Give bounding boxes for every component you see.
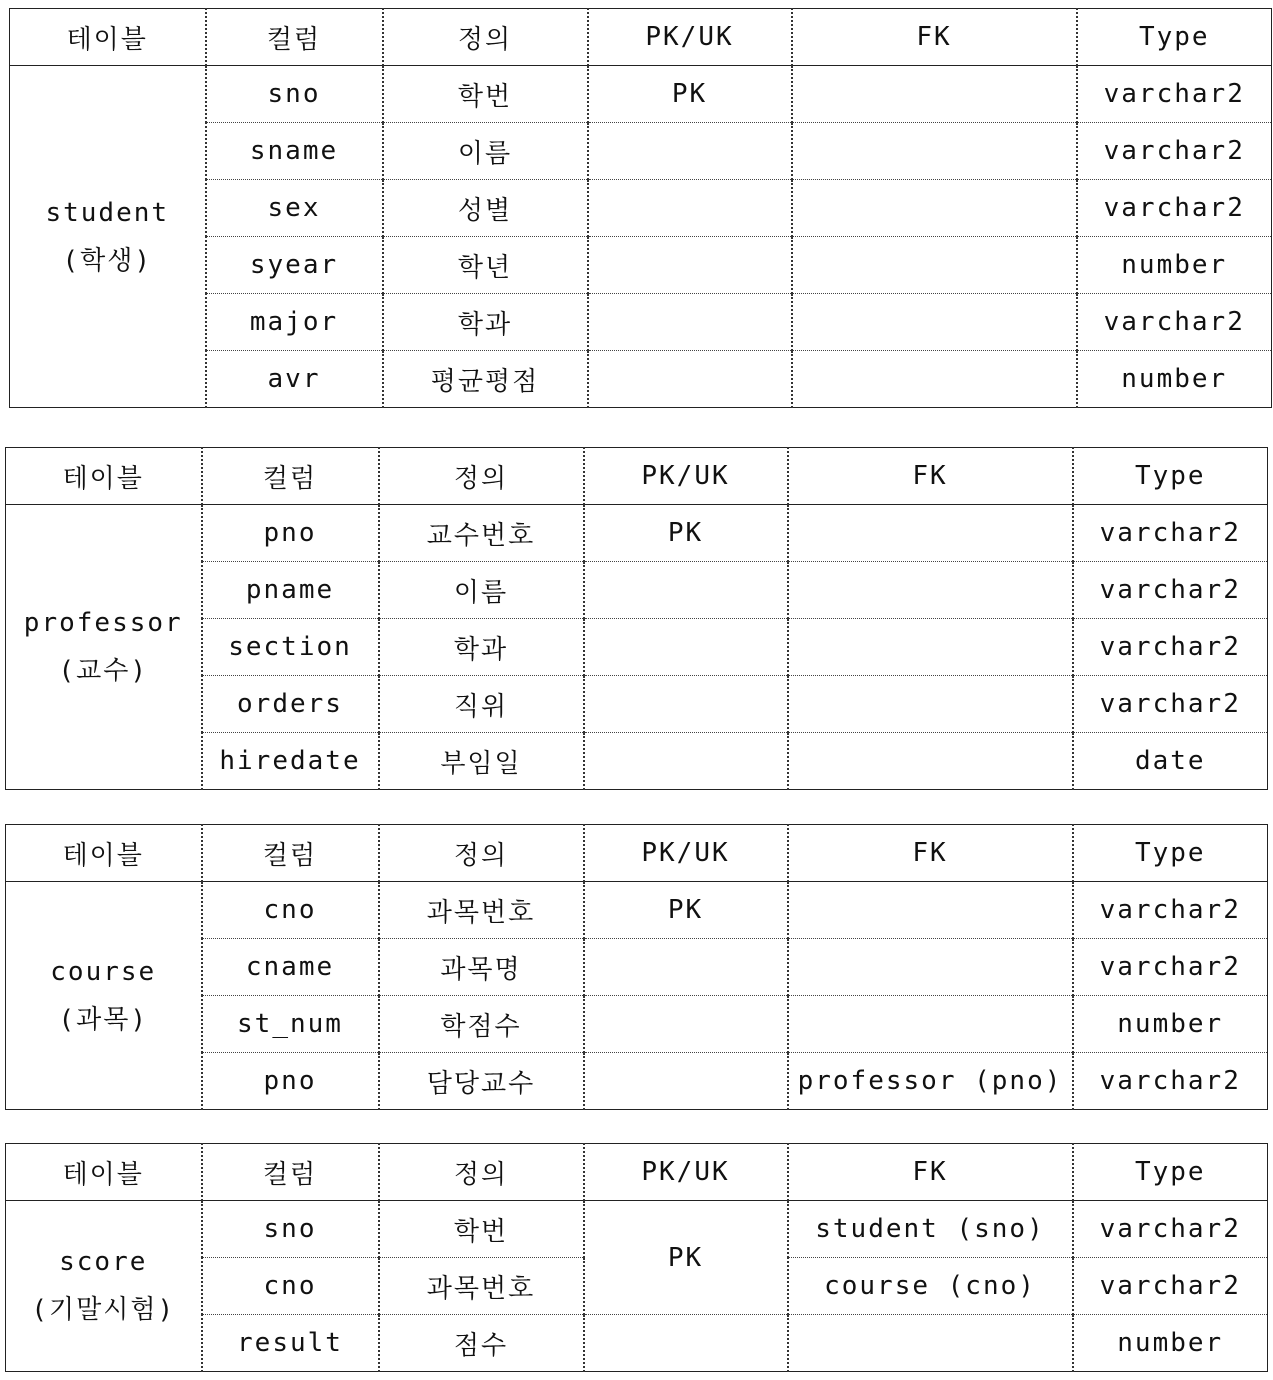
type-cell: varchar2 <box>1073 562 1268 619</box>
header-pk-uk: PK/UK <box>584 448 788 505</box>
table-row <box>6 882 1268 939</box>
column-name: major <box>206 294 383 351</box>
fk-cell <box>792 66 1077 123</box>
schema-table-professor <box>5 447 1268 790</box>
table-row <box>10 66 1272 123</box>
column-definition: 점수 <box>379 1315 584 1372</box>
pk-uk-cell: PK <box>588 66 792 123</box>
header-pk-uk: PK/UK <box>584 825 788 882</box>
column-definition: 성별 <box>383 180 588 237</box>
pk-uk-cell <box>584 733 788 790</box>
table-name-cell <box>6 882 202 1110</box>
header-pk-uk: PK/UK <box>588 9 792 66</box>
fk-cell: student (sno) <box>788 1201 1073 1258</box>
column-name: cno <box>202 1258 379 1315</box>
type-cell: varchar2 <box>1077 123 1272 180</box>
column-name: sno <box>202 1201 379 1258</box>
table-name-korean: (기말시험) <box>31 1295 176 1325</box>
type-cell: number <box>1077 237 1272 294</box>
column-definition: 학년 <box>383 237 588 294</box>
fk-cell <box>792 237 1077 294</box>
column-definition: 학번 <box>383 66 588 123</box>
pk-uk-cell <box>584 562 788 619</box>
type-cell: varchar2 <box>1073 676 1268 733</box>
pk-uk-cell: PK <box>584 882 788 939</box>
pk-uk-cell <box>588 294 792 351</box>
table-name: professor <box>23 608 183 638</box>
fk-cell <box>788 562 1073 619</box>
type-cell: varchar2 <box>1077 66 1272 123</box>
header-column: 컬럼 <box>206 9 383 66</box>
column-definition: 교수번호 <box>379 505 584 562</box>
column-name: cname <box>202 939 379 996</box>
type-cell: number <box>1073 1315 1268 1372</box>
table-name-korean: (교수) <box>58 656 149 686</box>
column-name: st_num <box>202 996 379 1053</box>
header-row <box>10 9 1272 66</box>
column-definition: 과목번호 <box>379 882 584 939</box>
header-type: Type <box>1073 825 1268 882</box>
header-column: 컬럼 <box>202 825 379 882</box>
fk-cell <box>792 180 1077 237</box>
fk-cell <box>788 939 1073 996</box>
pk-uk-cell <box>584 939 788 996</box>
pk-uk-cell <box>584 619 788 676</box>
header-type: Type <box>1073 448 1268 505</box>
fk-cell: course (cno) <box>788 1258 1073 1315</box>
fk-cell <box>788 676 1073 733</box>
header-table: 테이블 <box>6 1144 202 1201</box>
type-cell: varchar2 <box>1073 1201 1268 1258</box>
type-cell: varchar2 <box>1077 294 1272 351</box>
header-fk: FK <box>788 1144 1073 1201</box>
fk-cell <box>792 123 1077 180</box>
column-name: pno <box>202 505 379 562</box>
column-definition: 부임일 <box>379 733 584 790</box>
header-row <box>6 1144 1268 1201</box>
header-definition: 정의 <box>383 9 588 66</box>
schema-table-course <box>5 824 1268 1110</box>
column-definition: 평균평점 <box>383 351 588 408</box>
pk-uk-cell <box>588 237 792 294</box>
schema-table-student <box>9 8 1272 408</box>
type-cell: varchar2 <box>1073 939 1268 996</box>
header-definition: 정의 <box>379 1144 584 1201</box>
column-name: section <box>202 619 379 676</box>
pk-uk-cell <box>584 996 788 1053</box>
fk-cell <box>788 505 1073 562</box>
table-row <box>6 1201 1268 1258</box>
table-name-korean: (학생) <box>62 245 153 276</box>
type-cell: number <box>1073 996 1268 1053</box>
column-definition: 이름 <box>379 562 584 619</box>
column-name: sno <box>206 66 383 123</box>
header-row <box>6 448 1268 505</box>
type-cell: varchar2 <box>1077 180 1272 237</box>
table-row <box>6 505 1268 562</box>
column-definition: 과목명 <box>379 939 584 996</box>
header-definition: 정의 <box>379 825 584 882</box>
fk-cell: professor (pno) <box>788 1053 1073 1110</box>
pk-uk-cell: PK <box>584 505 788 562</box>
table-name: student <box>45 197 170 228</box>
pk-uk-cell <box>584 1053 788 1110</box>
pk-uk-cell <box>588 180 792 237</box>
table-name-cell <box>10 66 206 408</box>
fk-cell <box>788 996 1073 1053</box>
table-name-korean: (과목) <box>58 1004 149 1035</box>
column-definition: 학과 <box>379 619 584 676</box>
header-fk: FK <box>788 825 1073 882</box>
header-row <box>6 825 1268 882</box>
schema-table-score <box>5 1143 1268 1372</box>
pk-uk-cell: PK <box>584 1201 788 1315</box>
header-table: 테이블 <box>10 9 206 66</box>
fk-cell <box>788 882 1073 939</box>
column-definition: 학번 <box>379 1201 584 1258</box>
table-name: course <box>50 956 157 987</box>
column-name: sname <box>206 123 383 180</box>
type-cell: varchar2 <box>1073 1258 1268 1315</box>
column-definition: 학점수 <box>379 996 584 1053</box>
header-table: 테이블 <box>6 825 202 882</box>
type-cell: varchar2 <box>1073 1053 1268 1110</box>
table-name: score <box>59 1247 148 1277</box>
column-name: pno <box>202 1053 379 1110</box>
type-cell: varchar2 <box>1073 882 1268 939</box>
column-definition: 학과 <box>383 294 588 351</box>
column-name: result <box>202 1315 379 1372</box>
pk-uk-cell <box>584 1315 788 1372</box>
fk-cell <box>788 1315 1073 1372</box>
column-name: sex <box>206 180 383 237</box>
column-definition: 과목번호 <box>379 1258 584 1315</box>
table-name-cell <box>6 1201 202 1372</box>
pk-uk-cell <box>588 351 792 408</box>
header-column: 컬럼 <box>202 1144 379 1201</box>
header-fk: FK <box>792 9 1077 66</box>
type-cell: varchar2 <box>1073 619 1268 676</box>
header-fk: FK <box>788 448 1073 505</box>
column-definition: 담당교수 <box>379 1053 584 1110</box>
table-name-cell <box>6 505 202 790</box>
column-name: avr <box>206 351 383 408</box>
fk-cell <box>792 294 1077 351</box>
column-name: syear <box>206 237 383 294</box>
column-name: orders <box>202 676 379 733</box>
type-cell: date <box>1073 733 1268 790</box>
type-cell: number <box>1077 351 1272 408</box>
header-column: 컬럼 <box>202 448 379 505</box>
header-definition: 정의 <box>379 448 584 505</box>
pk-uk-cell <box>588 123 792 180</box>
column-name: cno <box>202 882 379 939</box>
column-name: pname <box>202 562 379 619</box>
column-name: hiredate <box>202 733 379 790</box>
fk-cell <box>788 733 1073 790</box>
column-definition: 직위 <box>379 676 584 733</box>
header-table: 테이블 <box>6 448 202 505</box>
header-pk-uk: PK/UK <box>584 1144 788 1201</box>
column-definition: 이름 <box>383 123 588 180</box>
type-cell: varchar2 <box>1073 505 1268 562</box>
pk-uk-cell <box>584 676 788 733</box>
fk-cell <box>788 619 1073 676</box>
header-type: Type <box>1077 9 1272 66</box>
fk-cell <box>792 351 1077 408</box>
header-type: Type <box>1073 1144 1268 1201</box>
